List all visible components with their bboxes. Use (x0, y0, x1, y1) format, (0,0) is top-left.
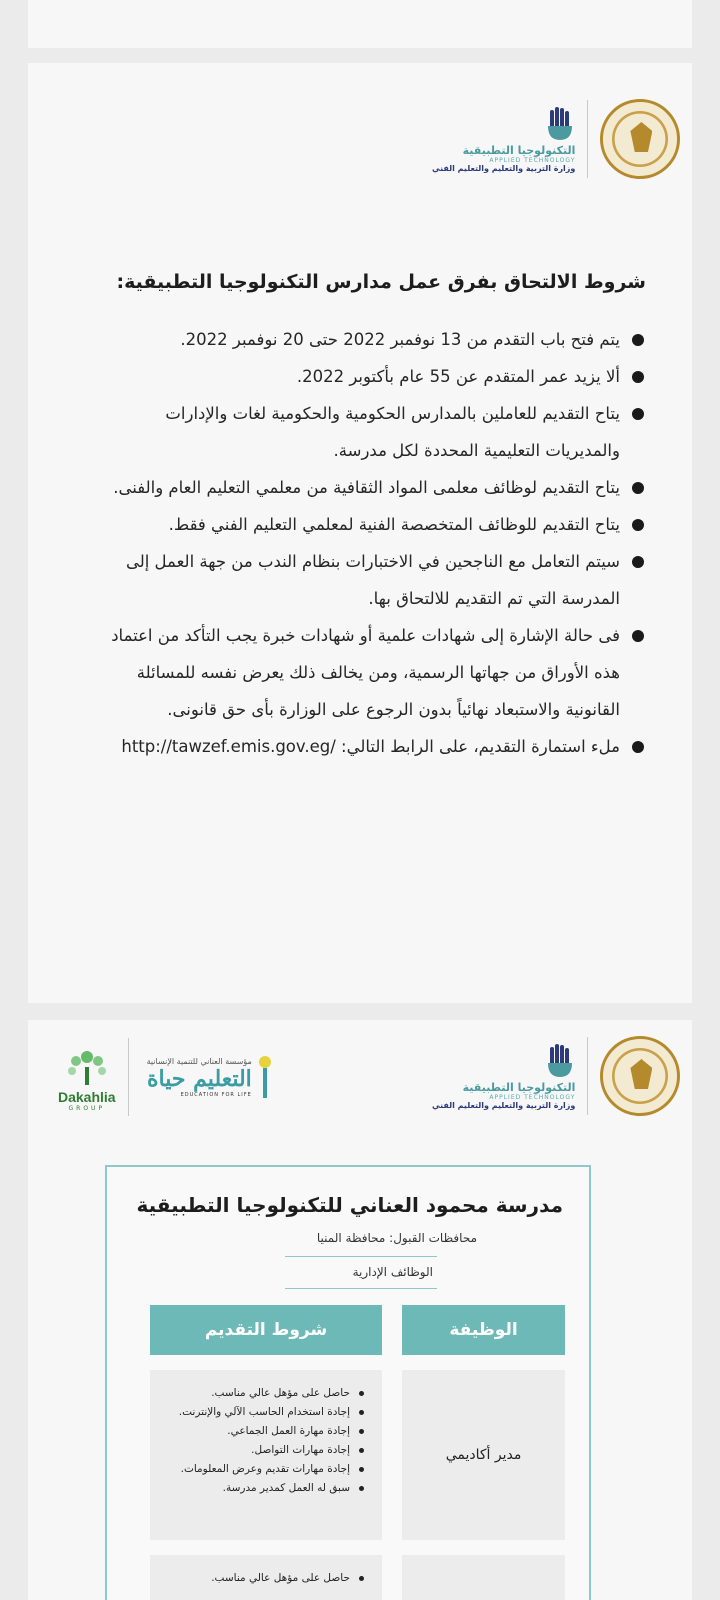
dakahlia-logo (58, 1043, 116, 1112)
ministry-seal-icon (600, 1036, 680, 1116)
application-link[interactable]: http://tawzef.emis.gov.eg/ (121, 737, 336, 756)
condition-item: يتاح التقديم لوظائف معلمى المواد الثقافية من معلمي التعليم العام والفنى. (86, 469, 646, 506)
condition-item-link (86, 728, 646, 765)
condition-item: يتاح التقديم للوظائف المتخصصة الفنية لمعلمي التعليم الفني فقط. (86, 506, 646, 543)
foundation-logo (147, 1057, 252, 1098)
requirement-item: إجادة مهارة العمل الجماعي. (156, 1422, 368, 1441)
admission-governorates: محافظات القبول: محافظة المنيا (316, 1231, 477, 1245)
condition-item: يتم فتح باب التقدم من 13 نوفمبر 2022 حتى 20 نوفمبر 2022. (86, 321, 646, 358)
partner-logos (58, 1038, 274, 1116)
requirement-item: حاصل على مؤهل عالي مناسب. (156, 1569, 368, 1588)
condition-item: سيتم التعامل مع الناجحين في الاختبارات بنظام الندب من جهة العمل إلى المدرسة التي تم التقديم للالتحاق بها. (86, 543, 646, 617)
condition-item: ألا يزيد عمر المتقدم عن 55 عام بأكتوبر 2022. (86, 358, 646, 395)
applied-technology-logo (432, 106, 575, 173)
applied-technology-english: APPLIED TECHNOLOGY (489, 156, 576, 164)
department-title: الوظائف الإدارية (352, 1265, 433, 1279)
lightbulb-icon (256, 1054, 274, 1100)
foundation-name: مؤسسة العناني للتنمية الإنسانية (146, 1056, 252, 1066)
divider (285, 1256, 437, 1257)
ministry-name: وزارة التربية والتعليم والتعليم الفني (432, 1100, 576, 1110)
previous-page-bottom (28, 0, 692, 48)
link-label: ملء استمارة التقديم، على الرابط التالي: (341, 737, 620, 756)
applied-technology-arabic: التكنولوجيا التطبيقية (462, 1080, 576, 1094)
hand-icon (545, 106, 575, 142)
requirement-item: حاصل على مؤهل عالي مناسب. (156, 1384, 368, 1403)
ministry-name: وزارة التربية والتعليم والتعليم الفني (432, 163, 576, 173)
requirements-list (156, 1384, 368, 1498)
hand-icon (545, 1043, 575, 1079)
tree-icon (64, 1043, 110, 1089)
conditions-page (28, 63, 692, 1003)
ministry-logos (432, 99, 680, 179)
logo-divider (587, 1037, 588, 1115)
requirement-item: إجادة استخدام الحاسب الآلي والإنترنت. (156, 1403, 368, 1422)
applied-technology-english: APPLIED TECHNOLOGY (489, 1093, 576, 1101)
requirements-cell (150, 1370, 382, 1540)
job-cell: مدير أكاديمي (402, 1370, 565, 1540)
conditions-heading: شروط الالتحاق بفرق عمل مدارس التكنولوجيا التطبيقية: (116, 271, 646, 293)
ministry-seal-icon (600, 99, 680, 179)
applied-technology-arabic: التكنولوجيا التطبيقية (462, 143, 576, 157)
requirement-item: إجادة مهارات تقديم وعرض المعلومات. (156, 1460, 368, 1479)
requirement-item: إجادة مهارات التواصل. (156, 1441, 368, 1460)
school-page (28, 1020, 692, 1600)
school-card (105, 1165, 591, 1600)
column-header-conditions: شروط التقديم (150, 1305, 382, 1355)
requirement-item: سبق له العمل كمدير مدرسة. (156, 1479, 368, 1498)
logo-divider (128, 1038, 129, 1116)
condition-item: فى حالة الإشارة إلى شهادات علمية أو شهادات خبرة يجب التأكد من اعتماد هذه الأوراق من جهاتها الرسمية، ومن يخالف ذلك يعرض نفسه للمسائلة القانونية والاستبعاد نهائياً بدون الرجوع على الوزارة بأى حق قانونى. (86, 617, 646, 728)
dakahlia-group: GROUP (68, 1104, 106, 1112)
foundation-english: EDUCATION FOR LIFE (180, 1091, 252, 1098)
ministry-logos (432, 1036, 680, 1116)
job-cell (402, 1555, 565, 1600)
column-header-job: الوظيفة (402, 1305, 565, 1355)
logo-divider (587, 100, 588, 178)
requirements-list (156, 1569, 368, 1588)
divider (285, 1288, 437, 1289)
requirements-cell (150, 1555, 382, 1600)
condition-item: يتاح التقديم للعاملين بالمدارس الحكومية والحكومية لغات والإدارات والمديريات التعليمية المحددة لكل مدرسة. (86, 395, 646, 469)
foundation-slogan: التعليم حياة (147, 1065, 252, 1092)
applied-technology-logo (432, 1043, 575, 1110)
dakahlia-name: Dakahlia (58, 1088, 116, 1105)
conditions-list (86, 321, 646, 765)
school-name: مدرسة محمود العناني للتكنولوجيا التطبيقية (136, 1193, 563, 1217)
